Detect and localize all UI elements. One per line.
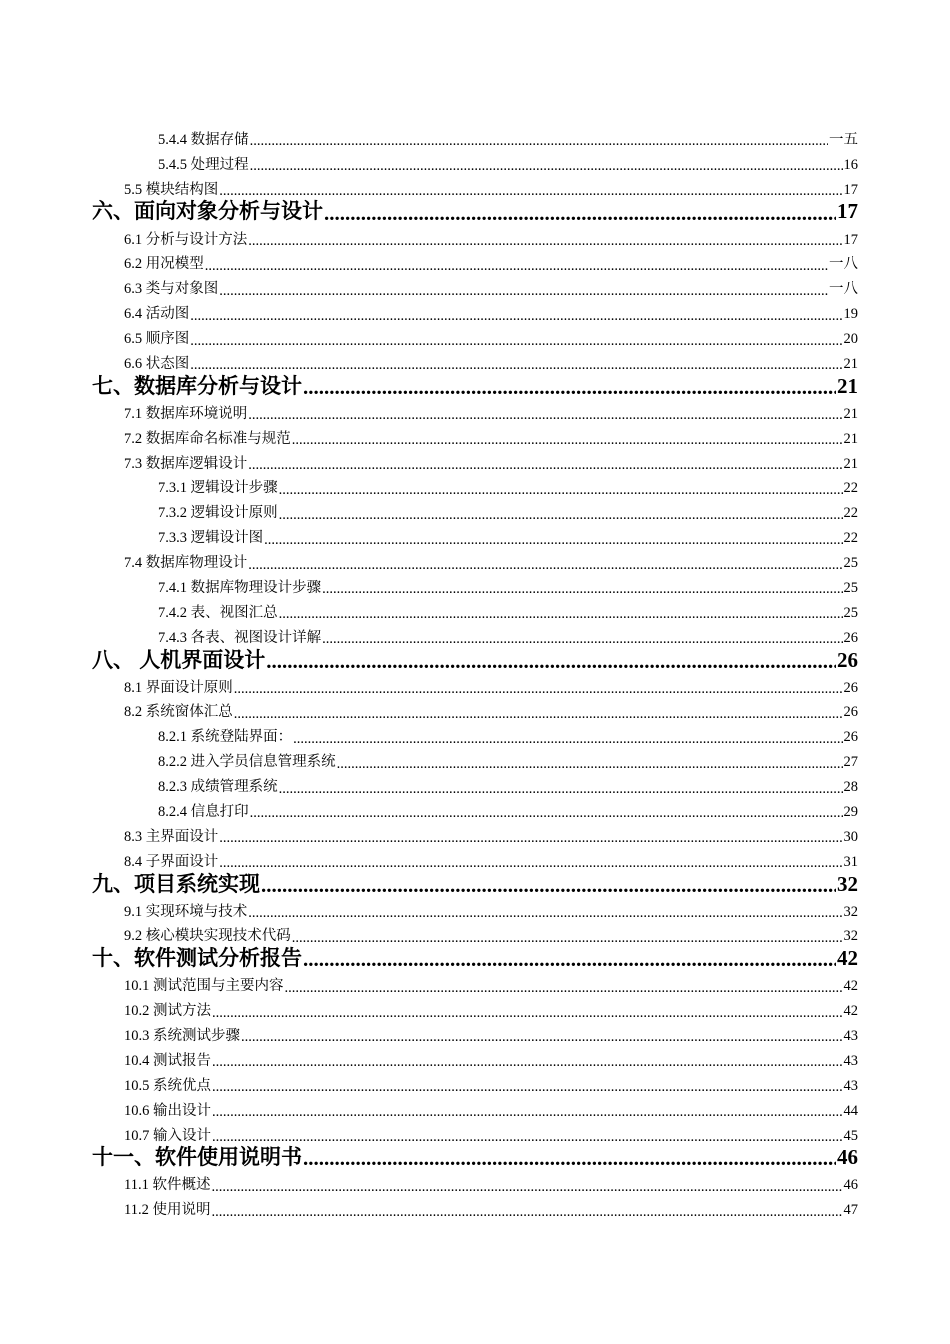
toc-entry-page-number: 43 [843,1052,858,1069]
toc-entry-page-number: 一八 [829,256,858,273]
dot-leader [250,806,843,821]
toc-subsection-entry[interactable] [0,771,950,796]
toc-entry-page-number: 47 [843,1202,858,1219]
toc-entry-page-number: 17 [837,199,858,224]
toc-entry-title: 10.3 系统测试步骤 [124,1028,240,1045]
toc-entry-title: 7.3.1 逻辑设计步骤 [158,480,278,497]
dot-leader [279,607,843,622]
toc-section-entry[interactable] [0,323,950,348]
toc-chapter-entry[interactable] [0,871,950,896]
toc-section-entry[interactable] [0,174,950,199]
toc-subsection-entry[interactable] [0,497,950,522]
toc-section-entry[interactable] [0,1020,950,1045]
toc-entry-title: 10.7 输入设计 [124,1127,211,1144]
toc-subsection-entry[interactable] [0,796,950,821]
toc-entry-title: 10.2 测试方法 [124,1003,211,1020]
toc-subsection-entry[interactable] [0,622,950,647]
toc-subsection-entry[interactable] [0,472,950,497]
toc-entry-title: 8.2.4 信息打印 [158,804,249,820]
toc-section-entry[interactable] [0,224,950,249]
toc-section-entry[interactable] [0,1194,950,1219]
toc-entry-page-number: 43 [843,1077,858,1094]
dot-leader [241,1030,843,1045]
dot-leader [248,906,842,921]
toc-entry-title: 11.2 使用说明 [124,1202,211,1219]
toc-section-entry[interactable] [0,1095,950,1120]
toc-entry-title: 八、 人机界面设计 [92,647,266,672]
toc-entry-title: 7.4.2 表、视图汇总 [158,604,278,621]
toc-entry-page-number: 28 [843,779,858,796]
toc-entry-page-number: 29 [843,804,858,820]
dot-leader [261,875,836,896]
toc-section-entry[interactable] [0,423,950,448]
table-of-contents [0,124,950,1219]
toc-entry-title: 5.5 模块结构图 [124,181,219,198]
toc-entry-title: 6.5 顺序图 [124,331,190,348]
dot-leader [279,782,843,797]
toc-entry-title: 8.2 系统窗体汇总 [124,704,233,721]
toc-entry-title: 6.4 活动图 [124,306,190,323]
toc-section-entry[interactable] [0,273,950,298]
toc-entry-title: 10.4 测试报告 [124,1052,211,1069]
toc-subsection-entry[interactable] [0,124,950,149]
toc-entry-page-number: 25 [843,579,858,596]
toc-subsection-entry[interactable] [0,522,950,547]
toc-entry-page-number: 21 [843,430,858,447]
toc-entry-page-number: 26 [843,704,858,721]
toc-entry-page-number: 26 [843,679,858,696]
toc-entry-title: 8.3 主界面设计 [124,828,219,845]
toc-entry-title: 8.1 界面设计原则 [124,679,233,696]
dot-leader [248,458,842,473]
dot-leader [234,682,843,697]
toc-entry-page-number: 43 [843,1028,858,1045]
dot-leader [211,1180,842,1195]
toc-entry-page-number: 32 [843,903,858,920]
dot-leader [250,134,828,149]
toc-entry-title: 六、面向对象分析与设计 [92,199,323,224]
toc-entry-title: 9.2 核心模块实现技术代码 [124,928,291,945]
dot-leader [293,732,842,747]
dot-leader [337,757,843,772]
toc-section-entry[interactable] [0,995,950,1020]
toc-subsection-entry[interactable] [0,746,950,771]
toc-entry-title: 8.2.2 进入学员信息管理系统 [158,754,336,771]
toc-entry-title: 十一、软件使用说明书 [92,1145,302,1170]
toc-section-entry[interactable] [0,1120,950,1145]
toc-section-entry[interactable] [0,846,950,871]
toc-subsection-entry[interactable] [0,572,950,597]
toc-section-entry[interactable] [0,398,950,423]
toc-entry-page-number: 21 [843,355,858,372]
dot-leader [292,931,843,946]
toc-entry-page-number: 32 [837,871,858,896]
toc-entry-title: 5.4.4 数据存储 [158,131,249,148]
dot-leader [205,259,828,274]
dot-leader [292,433,843,448]
dot-leader [285,981,843,996]
toc-entry-title: 10.6 输出设计 [124,1102,211,1119]
dot-leader [266,651,836,672]
dot-leader [212,1055,843,1070]
toc-section-entry[interactable] [0,672,950,697]
toc-section-entry[interactable] [0,1070,950,1095]
toc-entry-title: 十、软件测试分析报告 [92,946,302,971]
toc-entry-title: 6.2 用况模型 [124,256,204,273]
dot-leader [219,856,842,871]
toc-entry-page-number: 44 [843,1102,858,1119]
toc-entry-title: 10.1 测试范围与主要内容 [124,978,284,995]
toc-entry-title: 七、数据库分析与设计 [92,373,302,398]
toc-entry-page-number: 32 [843,928,858,945]
dot-leader [322,632,842,647]
dot-leader [190,334,842,349]
dot-leader [322,582,842,597]
toc-entry-page-number: 46 [837,1145,858,1170]
dot-leader [303,377,836,398]
dot-leader [190,358,842,373]
toc-entry-title: 8.2.3 成绩管理系统 [158,779,278,796]
toc-subsection-entry[interactable] [0,721,950,746]
dot-leader [212,1105,843,1120]
dot-leader [190,309,842,324]
toc-chapter-entry[interactable] [0,945,950,970]
toc-entry-page-number: 31 [843,853,858,870]
dot-leader [234,707,843,722]
toc-entry-page-number: 16 [843,156,858,173]
toc-entry-page-number: 17 [843,231,858,248]
dot-leader [264,533,842,548]
dot-leader [212,1130,843,1145]
dot-leader [303,1148,836,1169]
toc-entry-title: 7.4.3 各表、视图设计详解 [158,629,322,646]
toc-entry-page-number: 19 [843,306,858,323]
dot-leader [303,949,836,970]
toc-entry-page-number: 42 [837,946,858,971]
dot-leader [219,184,842,199]
toc-entry-page-number: 一五 [829,131,858,148]
toc-section-entry[interactable] [0,696,950,721]
toc-section-entry[interactable] [0,248,950,273]
toc-entry-page-number: 25 [843,555,858,572]
toc-entry-page-number: 一八 [829,281,858,298]
toc-chapter-entry[interactable] [0,1145,950,1170]
toc-chapter-entry[interactable] [0,199,950,224]
dot-leader [324,203,836,224]
toc-entry-page-number: 26 [843,629,858,646]
toc-entry-title: 8.2.1 系统登陆界面： [158,729,293,746]
toc-entry-page-number: 22 [843,530,858,547]
toc-entry-title: 8.4 子界面设计 [124,853,219,870]
toc-section-entry[interactable] [0,448,950,473]
toc-entry-page-number: 30 [843,828,858,845]
toc-entry-page-number: 25 [843,604,858,621]
toc-entry-page-number: 21 [843,455,858,472]
toc-entry-page-number: 27 [843,754,858,771]
toc-chapter-entry[interactable] [0,647,950,672]
toc-entry-page-number: 21 [843,405,858,422]
dot-leader [248,558,842,573]
toc-subsection-entry[interactable] [0,149,950,174]
toc-entry-page-number: 26 [843,729,858,746]
toc-section-entry[interactable] [0,970,950,995]
dot-leader [211,1205,842,1220]
toc-entry-title: 九、项目系统实现 [92,871,260,896]
toc-entry-title: 7.4 数据库物理设计 [124,555,248,572]
toc-entry-page-number: 21 [837,373,858,398]
toc-section-entry[interactable] [0,821,950,846]
toc-section-entry[interactable] [0,298,950,323]
toc-entry-title: 6.3 类与对象图 [124,281,219,298]
toc-entry-page-number: 17 [843,181,858,198]
toc-entry-page-number: 22 [843,505,858,522]
dot-leader [219,831,842,846]
toc-entry-page-number: 26 [837,647,858,672]
toc-entry-page-number: 20 [843,331,858,348]
toc-entry-title: 11.1 软件概述 [124,1177,211,1194]
dot-leader [212,1006,843,1021]
toc-entry-title: 7.2 数据库命名标准与规范 [124,430,291,447]
toc-entry-title: 7.1 数据库环境说明 [124,405,248,422]
toc-subsection-entry[interactable] [0,597,950,622]
toc-entry-title: 10.5 系统优点 [124,1077,211,1094]
dot-leader [212,1080,843,1095]
toc-chapter-entry[interactable] [0,373,950,398]
toc-section-entry[interactable] [0,547,950,572]
dot-leader [279,508,843,523]
toc-section-entry[interactable] [0,1169,950,1194]
toc-entry-title: 7.3 数据库逻辑设计 [124,455,248,472]
dot-leader [250,159,843,174]
dot-leader [279,483,843,498]
toc-entry-page-number: 42 [843,978,858,995]
toc-entry-page-number: 45 [843,1127,858,1144]
toc-entry-title: 6.1 分析与设计方法 [124,231,248,248]
dot-leader [248,234,842,249]
toc-entry-title: 7.3.2 逻辑设计原则 [158,505,278,522]
toc-entry-title: 5.4.5 处理过程 [158,156,249,173]
toc-section-entry[interactable] [0,348,950,373]
toc-section-entry[interactable] [0,896,950,921]
toc-section-entry[interactable] [0,921,950,946]
toc-entry-title: 6.6 状态图 [124,355,190,372]
toc-section-entry[interactable] [0,1045,950,1070]
toc-entry-page-number: 22 [843,480,858,497]
toc-entry-title: 7.3.3 逻辑设计图 [158,530,264,547]
toc-entry-title: 9.1 实现环境与技术 [124,903,248,920]
toc-entry-page-number: 46 [843,1177,858,1194]
dot-leader [248,408,842,423]
toc-entry-title: 7.4.1 数据库物理设计步骤 [158,579,322,596]
toc-entry-page-number: 42 [843,1003,858,1020]
dot-leader [219,284,828,299]
